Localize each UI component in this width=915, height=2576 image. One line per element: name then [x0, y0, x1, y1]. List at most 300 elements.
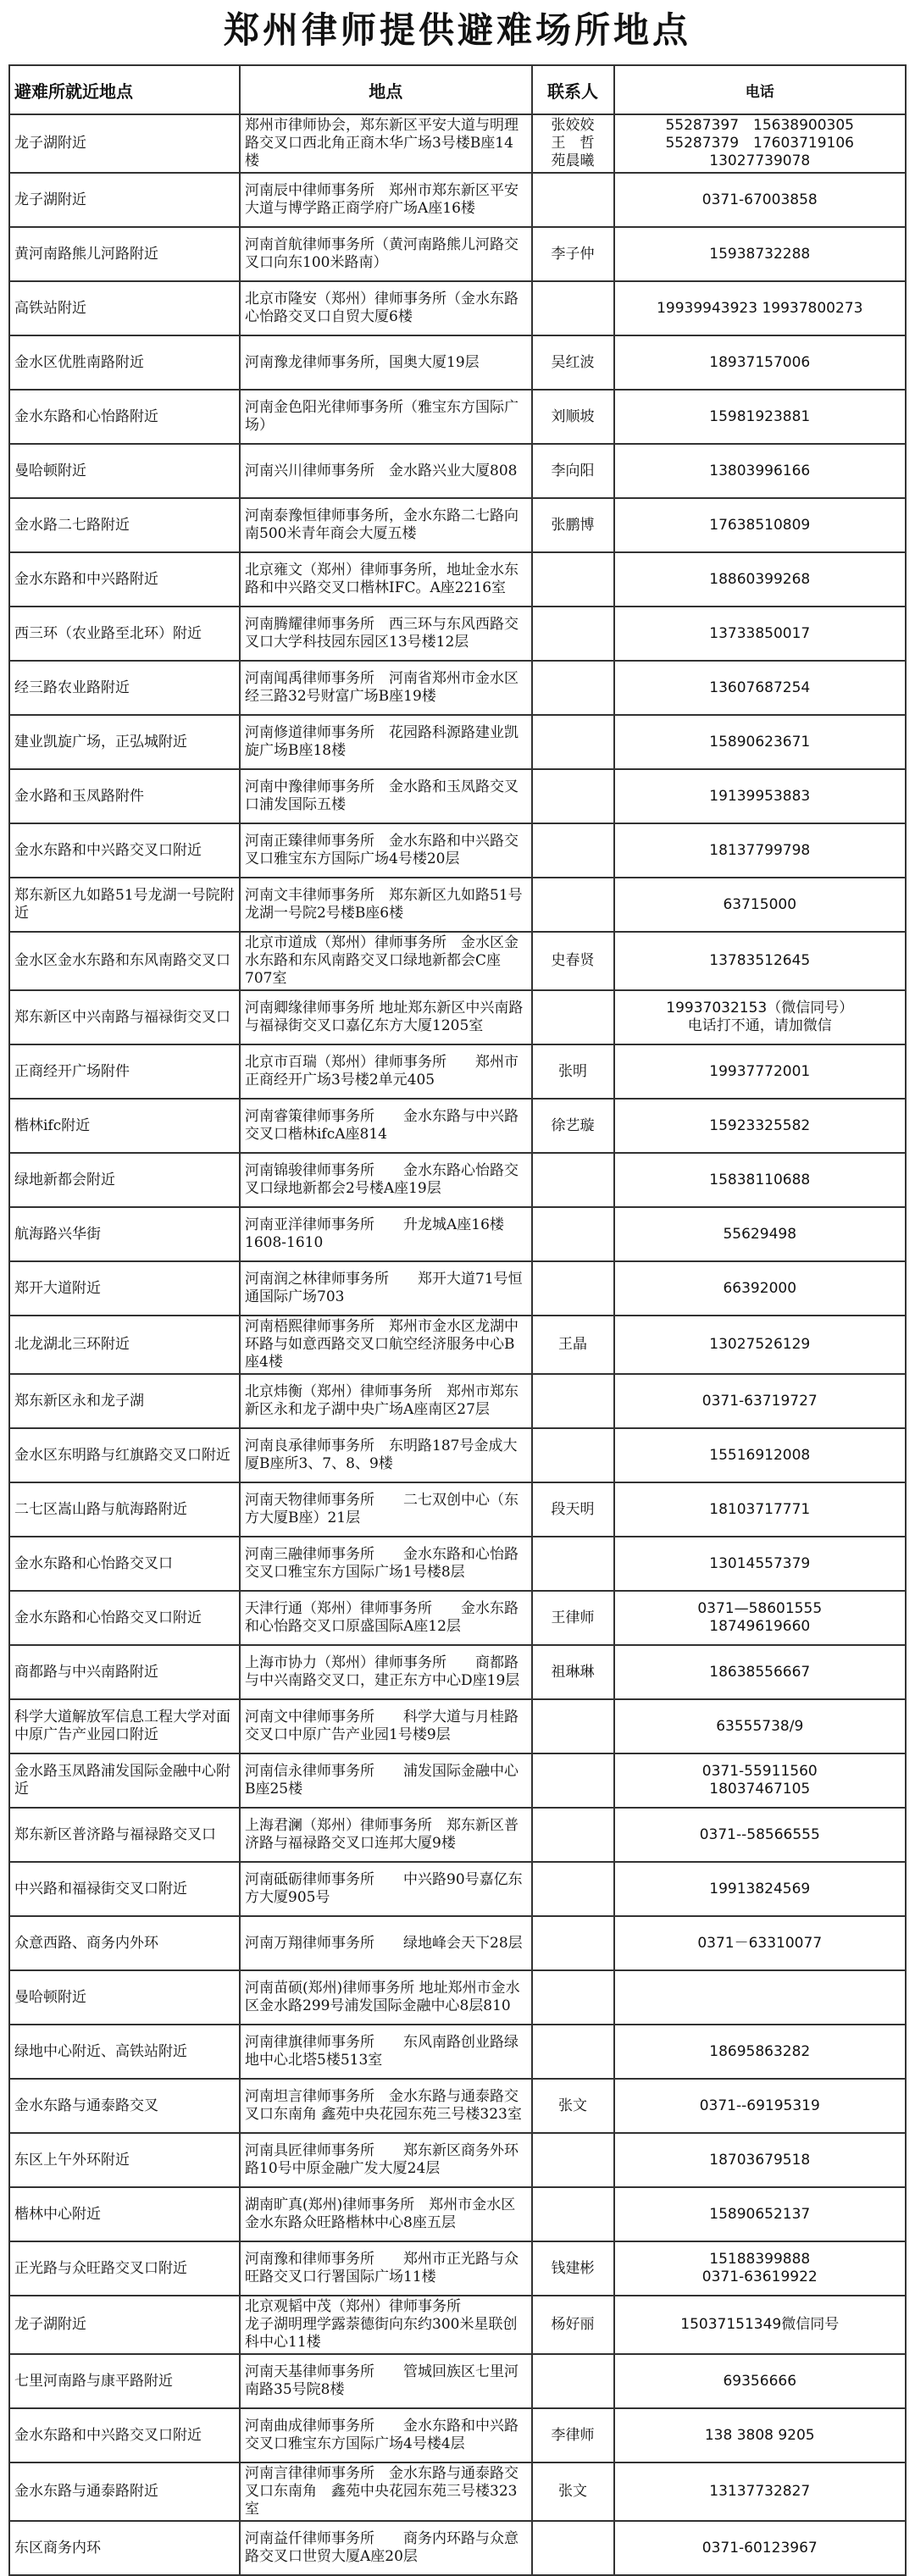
shelter-table [8, 64, 907, 2576]
table-row [9, 498, 906, 552]
table-row [9, 2408, 906, 2462]
nearby-location-cell-text: 郑东新区永和龙子湖 [14, 1392, 144, 1410]
address-cell [240, 769, 532, 823]
address-cell [240, 1044, 532, 1099]
address-cell-text: 北京炜衡（郑州）律师事务所 郑州市郑东新区永和龙子湖中央广场A座南区27层 [245, 1383, 518, 1418]
address-cell [240, 661, 532, 715]
table-row [9, 823, 906, 878]
phone-cell [614, 607, 907, 661]
address-cell [240, 227, 532, 281]
address-cell-text: 北京观韬中茂（郑州）律师事务所 龙子湖明理学露萘德街向东约300米星联创科中心11楼 [245, 2298, 518, 2351]
nearby-location-cell [9, 390, 240, 444]
phone-cell [614, 1699, 907, 1753]
table-row [9, 715, 906, 769]
phone-cell-text: 15188399888 0371-63619922 [702, 2251, 818, 2285]
contact-cell [532, 1153, 614, 1207]
contact-cell [532, 498, 614, 552]
contact-cell [532, 1645, 614, 1699]
address-cell-text: 河南亚洋律师事务所 升龙城A座16楼1608-1610 [245, 1216, 504, 1251]
nearby-location-cell-text: 龙子湖附近 [14, 2316, 86, 2333]
nearby-location-cell [9, 823, 240, 878]
address-cell [240, 990, 532, 1044]
address-cell [240, 2079, 532, 2133]
phone-cell [614, 2133, 907, 2187]
table-row [9, 2025, 906, 2079]
contact-cell-text: 张鹏博 [551, 516, 595, 534]
contact-cell [532, 335, 614, 390]
contact-cell [532, 114, 614, 173]
phone-cell-text: 0371-60123967 [702, 2539, 818, 2557]
phone-cell [614, 878, 907, 932]
nearby-location-cell-text: 东区上午外环附近 [14, 2151, 130, 2169]
nearby-location-cell-text: 正光路与众旺路交叉口附近 [14, 2259, 187, 2277]
nearby-location-cell-text: 曼哈顿附近 [14, 462, 86, 479]
phone-cell [614, 1316, 907, 1374]
page-title: 郑州律师提供避难场所地点 [223, 9, 691, 51]
table-row [9, 552, 906, 607]
contact-cell [532, 1591, 614, 1645]
nearby-location-cell [9, 1591, 240, 1645]
address-cell-text: 河南信永律师事务所 浦发国际金融中心B座25楼 [245, 1763, 518, 1798]
phone-cell-text: 0371—58601555 18749619660 [697, 1600, 823, 1635]
address-cell [240, 823, 532, 878]
phone-cell-text: 13014557379 [709, 1554, 811, 1572]
phone-cell-text: 15838110688 [709, 1171, 811, 1188]
phone-cell-text: 13783512645 [709, 952, 811, 969]
nearby-location-cell [9, 932, 240, 990]
contact-cell [532, 1099, 614, 1153]
phone-cell-text: 18137799798 [709, 841, 811, 859]
nearby-location-cell [9, 1862, 240, 1916]
phone-cell-text: 63715000 [723, 895, 797, 913]
phone-cell-text: 15037151349微信同号 [680, 2316, 840, 2333]
address-cell [240, 2408, 532, 2462]
nearby-location-cell-text: 科学大道解放军信息工程大学对面中原广告产业园口附近 [14, 1709, 230, 1743]
contact-cell-text: 吴红波 [551, 353, 595, 371]
nearby-location-cell-text: 郑东新区九如路51号龙湖一号院附近 [14, 887, 235, 922]
phone-cell [614, 1591, 907, 1645]
table-row [9, 227, 906, 281]
nearby-location-cell [9, 2521, 240, 2575]
nearby-location-cell [9, 335, 240, 390]
address-cell [240, 2133, 532, 2187]
phone-cell-text: 18638556667 [709, 1663, 811, 1681]
contact-cell [532, 2462, 614, 2521]
table-row [9, 1808, 906, 1862]
contact-cell [532, 1044, 614, 1099]
contact-cell-text: 王律师 [551, 1609, 595, 1626]
phone-cell [614, 1374, 907, 1428]
contact-cell [532, 1261, 614, 1316]
nearby-location-cell-text: 绿地中心附近、高铁站附近 [14, 2042, 187, 2060]
phone-cell [614, 2187, 907, 2241]
address-cell-text: 天津行通（郑州）律师事务所 金水东路和心怡路交叉口原盛国际A座12层 [245, 1600, 518, 1635]
address-cell [240, 1374, 532, 1428]
nearby-location-cell-text: 金水路和玉凤路附件 [14, 787, 144, 805]
nearby-location-cell [9, 715, 240, 769]
address-cell [240, 1099, 532, 1153]
phone-cell [614, 1099, 907, 1153]
nearby-location-cell [9, 661, 240, 715]
nearby-location-cell [9, 2241, 240, 2296]
nearby-location-cell [9, 2025, 240, 2079]
nearby-location-cell [9, 2133, 240, 2187]
nearby-location-cell [9, 990, 240, 1044]
phone-cell [614, 661, 907, 715]
address-cell-text: 河南首航律师事务所（黄河南路熊儿河路交叉口向东100米路南） [245, 236, 518, 271]
address-cell [240, 2025, 532, 2079]
phone-cell-text: 13137732827 [709, 2483, 811, 2500]
nearby-location-cell-text: 金水路二七路附近 [14, 516, 130, 534]
phone-cell-text: 19937032153（微信同号） 电话打不通，请加微信 [666, 1000, 854, 1034]
address-cell-text: 郑州市律师协会，郑东新区平安大道与明理路交叉口西北角正商木华广场3号楼B座14楼 [245, 117, 518, 169]
address-cell [240, 1862, 532, 1916]
phone-cell [614, 2462, 907, 2521]
nearby-location-cell-text: 郑开大道附近 [14, 1279, 101, 1297]
contact-cell [532, 1207, 614, 1261]
nearby-location-cell-text: 正商经开广场附件 [14, 1062, 130, 1080]
phone-cell [614, 552, 907, 607]
nearby-location-cell-text: 金水路玉凤路浦发国际金融中心附近 [14, 1763, 230, 1798]
phone-cell-text: 17638510809 [709, 516, 811, 534]
phone-cell [614, 390, 907, 444]
nearby-location-cell [9, 1374, 240, 1428]
contact-cell-text: 徐艺璇 [551, 1116, 595, 1134]
address-cell [240, 607, 532, 661]
phone-cell [614, 1207, 907, 1261]
table-row [9, 444, 906, 498]
contact-cell-text: 祖琳琳 [551, 1663, 595, 1681]
nearby-location-cell-text: 高铁站附近 [14, 299, 86, 317]
header-phone: 电话 [614, 65, 907, 114]
nearby-location-cell-text: 金水东路和心怡路交叉口附近 [14, 1609, 202, 1626]
phone-cell [614, 990, 907, 1044]
address-cell-text: 河南天基律师事务所 管城回族区七里河南路35号院8楼 [245, 2363, 518, 2398]
phone-cell [614, 335, 907, 390]
table-row [9, 1428, 906, 1482]
contact-cell-text: 段天明 [551, 1500, 595, 1518]
contact-cell [532, 607, 614, 661]
nearby-location-cell-text: 金水区东明路与红旗路交叉口附近 [14, 1446, 230, 1464]
contact-cell [532, 932, 614, 990]
phone-cell [614, 823, 907, 878]
phone-cell [614, 1808, 907, 1862]
table-row [9, 1207, 906, 1261]
table-row [9, 1753, 906, 1808]
contact-cell [532, 444, 614, 498]
phone-cell-text: 55287397 15638900305 55287379 17603719106 13027739078 [665, 117, 854, 169]
nearby-location-cell-text: 绿地新都会附近 [14, 1171, 115, 1188]
address-cell-text: 河南坦言律师事务所 金水东路与通泰路交叉口东南角 鑫苑中央花园东苑三号楼323室 [245, 2088, 522, 2123]
table-row [9, 2354, 906, 2408]
address-cell [240, 1916, 532, 1970]
address-cell [240, 1591, 532, 1645]
nearby-location-cell [9, 173, 240, 227]
phone-cell [614, 2408, 907, 2462]
contact-cell [532, 2296, 614, 2354]
nearby-location-cell-text: 西三环（农业路至北环）附近 [14, 624, 202, 642]
address-cell-text: 河南修道律师事务所 花园路科源路建业凯旋广场B座18楼 [245, 724, 518, 759]
nearby-location-cell-text: 航海路兴华街 [14, 1225, 101, 1243]
nearby-location-cell [9, 1207, 240, 1261]
table-row [9, 1970, 906, 2025]
address-cell [240, 2354, 532, 2408]
nearby-location-cell-text: 金水东路与通泰路附近 [14, 2483, 158, 2500]
table-row [9, 607, 906, 661]
contact-cell [532, 390, 614, 444]
table-row [9, 1261, 906, 1316]
nearby-location-cell-text: 金水区金水东路和东风南路交叉口 [14, 952, 230, 969]
header-contact: 联系人 [532, 65, 614, 114]
nearby-location-cell [9, 1916, 240, 1970]
phone-cell [614, 1916, 907, 1970]
nearby-location-cell-text: 众意西路、商务内外环 [14, 1934, 158, 1952]
phone-cell [614, 2241, 907, 2296]
address-cell-text: 河南兴川律师事务所 金水路兴业大厦808 [245, 462, 518, 479]
phone-cell [614, 1645, 907, 1699]
nearby-location-cell [9, 1044, 240, 1099]
table-row [9, 1916, 906, 1970]
address-cell-text: 湖南旷真(郑州)律师事务所 郑州市金水区金水东路众旺路楷林中心8座五层 [245, 2197, 516, 2231]
address-cell-text: 北京市百瑞（郑州）律师事务所 郑州市正商经开广场3号楼2单元405 [245, 1054, 518, 1089]
nearby-location-cell [9, 1537, 240, 1591]
address-cell [240, 715, 532, 769]
nearby-location-cell-text: 金水东路和中兴路附近 [14, 570, 158, 588]
address-cell-text: 北京市道成（郑州）律师事务所 金水区金水东路和东风南路交叉口绿地新都会C座707室 [245, 934, 518, 987]
table-row [9, 990, 906, 1044]
header-nearby-location: 避难所就近地点 [9, 65, 240, 114]
contact-cell [532, 1316, 614, 1374]
nearby-location-cell [9, 1645, 240, 1699]
table-row [9, 769, 906, 823]
table-row [9, 1374, 906, 1428]
nearby-location-cell [9, 1099, 240, 1153]
phone-cell-text: 0371-63719727 [702, 1392, 818, 1410]
address-cell [240, 1645, 532, 1699]
contact-cell-text: 张明 [558, 1062, 587, 1080]
table-row [9, 281, 906, 335]
address-cell-text: 河南豫和律师事务所 郑州市正光路与众旺路交叉口行署国际广场11楼 [245, 2251, 518, 2285]
phone-cell [614, 498, 907, 552]
address-cell [240, 2187, 532, 2241]
address-cell-text: 河南金色阳光律师事务所（雅宝东方国际广场） [245, 399, 518, 434]
nearby-location-cell [9, 769, 240, 823]
nearby-location-cell-text: 金水东路和中兴路交叉口附近 [14, 2426, 202, 2444]
contact-cell [532, 2133, 614, 2187]
contact-cell [532, 878, 614, 932]
phone-cell-text: 19937772001 [709, 1062, 811, 1080]
address-cell [240, 173, 532, 227]
address-cell [240, 2521, 532, 2575]
phone-cell [614, 769, 907, 823]
phone-cell [614, 2354, 907, 2408]
nearby-location-cell-text: 商都路与中兴南路附近 [14, 1663, 158, 1681]
table-row [9, 1316, 906, 1374]
address-cell-text: 河南豫龙律师事务所，国奥大厦19层 [245, 353, 480, 371]
nearby-location-cell [9, 2079, 240, 2133]
contact-cell [532, 823, 614, 878]
nearby-location-cell-text: 黄河南路熊儿河路附近 [14, 245, 158, 263]
phone-cell-text: 0371--69195319 [699, 2097, 820, 2114]
address-cell-text: 上海君澜（郑州）律师事务所 郑东新区普济路与福禄路交叉口连邦大厦9楼 [245, 1817, 518, 1852]
nearby-location-cell [9, 114, 240, 173]
phone-cell-text: 63555738/9 [716, 1717, 804, 1735]
nearby-location-cell-text: 建业凯旋广场，正弘城附近 [14, 733, 187, 751]
contact-cell [532, 1808, 614, 1862]
phone-cell [614, 2079, 907, 2133]
nearby-location-cell [9, 2462, 240, 2521]
phone-cell-text: 18703679518 [709, 2151, 811, 2169]
phone-cell [614, 715, 907, 769]
address-cell [240, 1970, 532, 2025]
table-row [9, 1591, 906, 1645]
address-cell-text: 河南良承律师事务所 东明路187号金成大厦B座所3、7、8、9楼 [245, 1438, 518, 1472]
address-cell [240, 281, 532, 335]
address-cell-text: 河南曲成律师事务所 金水东路和中兴路交叉口雅宝东方国际广场4号楼4层 [245, 2418, 518, 2452]
phone-cell-text: 19913824569 [709, 1880, 811, 1897]
phone-cell-text: 55629498 [723, 1225, 797, 1243]
nearby-location-cell-text: 七里河南路与康平路附近 [14, 2372, 173, 2390]
nearby-location-cell-text: 东区商务内环 [14, 2539, 101, 2557]
contact-cell [532, 1753, 614, 1808]
table-row [9, 335, 906, 390]
address-cell [240, 2296, 532, 2354]
address-cell-text: 河南具匠律师事务所 郑东新区商务外环路10号中原金融广发大厦24层 [245, 2142, 518, 2177]
contact-cell [532, 1699, 614, 1753]
contact-cell [532, 1970, 614, 2025]
nearby-location-cell-text: 金水区优胜南路附近 [14, 353, 144, 371]
contact-cell-text: 李律师 [551, 2426, 595, 2444]
address-cell-text: 河南万翔律师事务所 绿地峰会天下28层 [245, 1934, 523, 1952]
table-row [9, 1099, 906, 1153]
nearby-location-cell-text: 曼哈顿附近 [14, 1988, 86, 2006]
address-cell [240, 1316, 532, 1374]
address-cell-text: 河南泰豫恒律师事务所，金水东路二七路向南500米青年商会大厦五楼 [245, 507, 518, 542]
nearby-location-cell-text: 龙子湖附近 [14, 135, 86, 152]
nearby-location-cell [9, 1261, 240, 1316]
contact-cell [532, 1916, 614, 1970]
phone-cell-text: 15981923881 [709, 407, 811, 425]
phone-cell [614, 1970, 907, 2025]
address-cell-text: 河南正臻律师事务所 金水东路和中兴路交叉口雅宝东方国际广场4号楼20层 [245, 833, 518, 867]
address-cell-text: 河南锦骏律师事务所 金水东路心怡路交叉口绿地新都会2号楼A座19层 [245, 1162, 518, 1197]
table-row [9, 1645, 906, 1699]
nearby-location-cell [9, 1482, 240, 1537]
nearby-location-cell-text: 金水东路和心怡路附近 [14, 407, 158, 425]
phone-cell [614, 932, 907, 990]
contact-cell [532, 227, 614, 281]
phone-cell [614, 1862, 907, 1916]
nearby-location-cell [9, 607, 240, 661]
phone-cell-text: 18860399268 [709, 570, 811, 588]
table-row [9, 2296, 906, 2354]
address-cell-text: 河南律旗律师事务所 东风南路创业路绿地中心北塔5楼513室 [245, 2034, 518, 2069]
address-cell-text: 河南三融律师事务所 金水东路和心怡路交叉口雅宝东方国际广场1号楼8层 [245, 1546, 518, 1581]
table-row [9, 1537, 906, 1591]
contact-cell [532, 1482, 614, 1537]
phone-cell-text: 15938732288 [709, 245, 811, 263]
address-cell-text: 河南文丰律师事务所 郑东新区九如路51号龙湖一号院2号楼B座6楼 [245, 887, 523, 922]
nearby-location-cell [9, 552, 240, 607]
phone-cell [614, 1482, 907, 1537]
nearby-location-cell [9, 1316, 240, 1374]
contact-cell [532, 2187, 614, 2241]
contact-cell [532, 2241, 614, 2296]
nearby-location-cell [9, 444, 240, 498]
address-cell [240, 878, 532, 932]
table-row [9, 2241, 906, 2296]
nearby-location-cell [9, 498, 240, 552]
address-cell-text: 河南腾耀律师事务所 西三环与东风西路交叉口大学科技园东园区13号楼12层 [245, 616, 518, 651]
contact-cell-text: 张文 [558, 2097, 587, 2114]
contact-cell [532, 990, 614, 1044]
phone-cell [614, 2296, 907, 2354]
address-cell-text: 河南中豫律师事务所 金水路和玉凤路交叉口浦发国际五楼 [245, 778, 518, 813]
phone-cell [614, 114, 907, 173]
phone-cell-text: 18695863282 [709, 2042, 811, 2060]
table-row [9, 2462, 906, 2521]
address-cell-text: 上海市协力（郑州）律师事务所 商都路与中兴南路交叉口，建正东方中心D座19层 [245, 1654, 520, 1689]
nearby-location-cell [9, 2408, 240, 2462]
phone-cell-text: 0371-55911560 18037467105 [702, 1763, 818, 1798]
table-row [9, 2133, 906, 2187]
address-cell [240, 552, 532, 607]
contact-cell [532, 1428, 614, 1482]
table-row [9, 114, 906, 173]
table-row [9, 2079, 906, 2133]
nearby-location-cell [9, 1753, 240, 1808]
nearby-location-cell [9, 2296, 240, 2354]
contact-cell [532, 552, 614, 607]
phone-cell [614, 173, 907, 227]
address-cell-text: 河南闻禹律师事务所 河南省郑州市金水区经三路32号财富广场B座19楼 [245, 670, 518, 705]
nearby-location-cell-text: 中兴路和福禄街交叉口附近 [14, 1880, 187, 1897]
contact-cell [532, 1862, 614, 1916]
phone-cell-text: 0371－63310077 [697, 1934, 823, 1952]
address-cell [240, 1261, 532, 1316]
phone-cell [614, 1044, 907, 1099]
address-cell [240, 114, 532, 173]
contact-cell [532, 2408, 614, 2462]
table-row [9, 1153, 906, 1207]
phone-cell-text: 13607687254 [709, 679, 811, 696]
phone-cell-text: 19139953883 [709, 787, 811, 805]
phone-cell-text: 0371-67003858 [702, 191, 818, 208]
nearby-location-cell-text: 经三路农业路附近 [14, 679, 130, 696]
nearby-location-cell-text: 楷林中心附近 [14, 2205, 101, 2223]
phone-cell-text: 138 3808 9205 [704, 2426, 815, 2444]
table-row [9, 932, 906, 990]
phone-cell-text: 15890652137 [709, 2205, 811, 2223]
phone-cell-text: 13733850017 [709, 624, 811, 642]
table-row [9, 2521, 906, 2575]
phone-cell-text: 15890623671 [709, 733, 811, 751]
table-row [9, 878, 906, 932]
nearby-location-cell-text: 楷林ifc附近 [14, 1116, 91, 1134]
phone-cell [614, 444, 907, 498]
address-cell [240, 1153, 532, 1207]
phone-cell-text: 19939943923 19937800273 [657, 299, 863, 317]
phone-cell [614, 2025, 907, 2079]
address-cell-text: 河南言律律师事务所 金水东路与通泰路交叉口东南角 鑫苑中央花园东苑三号楼323室 [245, 2465, 518, 2518]
nearby-location-cell-text: 二七区嵩山路与航海路附近 [14, 1500, 187, 1518]
nearby-location-cell-text: 郑东新区中兴南路与福禄街交叉口 [14, 1008, 230, 1026]
contact-cell [532, 281, 614, 335]
phone-cell-text: 13803996166 [709, 462, 811, 479]
phone-cell [614, 2521, 907, 2575]
contact-cell [532, 661, 614, 715]
nearby-location-cell [9, 1428, 240, 1482]
